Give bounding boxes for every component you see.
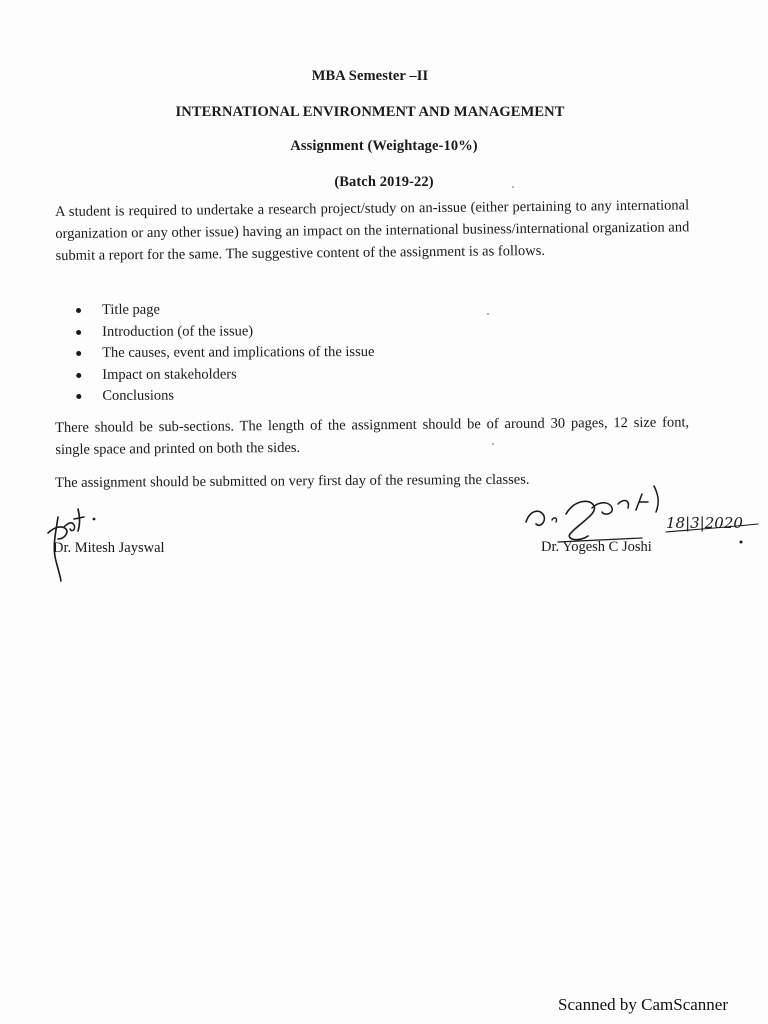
list-item-label: Impact on stakeholders — [102, 366, 237, 383]
left-signatory-name: Dr. Mitesh Jayswal — [53, 540, 165, 556]
length-paragraph: There should be sub-sections. The length of the assignment should be of around 30 pages, 12 size font, single space and printed on both the sides. — [55, 414, 690, 458]
scan-speck — [512, 186, 514, 188]
intro-paragraph: A student is required to undertake a research project/study on an-issue (either pertaining to any international organization or any other issue) having an impact on the international business/international organization and submit a report for the same. The suggestive content of the assignment is as follows. — [55, 197, 690, 264]
right-signatory-name: Dr. Yogesh C Joshi — [541, 539, 652, 555]
program-heading: MBA Semester –II — [311, 68, 429, 84]
batch-heading: (Batch 2019-22) — [334, 174, 434, 190]
bullet-icon — [76, 394, 81, 399]
bullet-icon — [76, 351, 81, 356]
list-item — [76, 364, 374, 387]
signature-date: 18|3|2020 — [666, 514, 743, 532]
submission-paragraph: The assignment should be submitted on very first day of the resuming the classes. — [55, 471, 530, 491]
list-item-label: The causes, event and implications of the issue — [102, 344, 375, 362]
contents-list — [76, 299, 375, 408]
list-item — [76, 342, 374, 365]
list-item — [76, 385, 374, 408]
list-item — [76, 321, 374, 344]
scanner-watermark: Scanned by CamScanner — [558, 995, 728, 1014]
course-title: INTERNATIONAL ENVIRONMENT AND MANAGEMENT — [175, 104, 565, 120]
bullet-icon — [76, 330, 81, 335]
list-item-label: Conclusions — [102, 388, 175, 405]
list-item-label: Introduction (of the issue) — [102, 322, 254, 340]
scan-speck — [487, 313, 489, 315]
scan-speck — [492, 443, 494, 445]
list-item-label: Title page — [102, 301, 160, 318]
bullet-icon — [76, 308, 81, 313]
bullet-icon — [76, 373, 81, 378]
assignment-heading: Assignment (Weightage-10%) — [290, 138, 478, 154]
list-item — [76, 299, 374, 322]
